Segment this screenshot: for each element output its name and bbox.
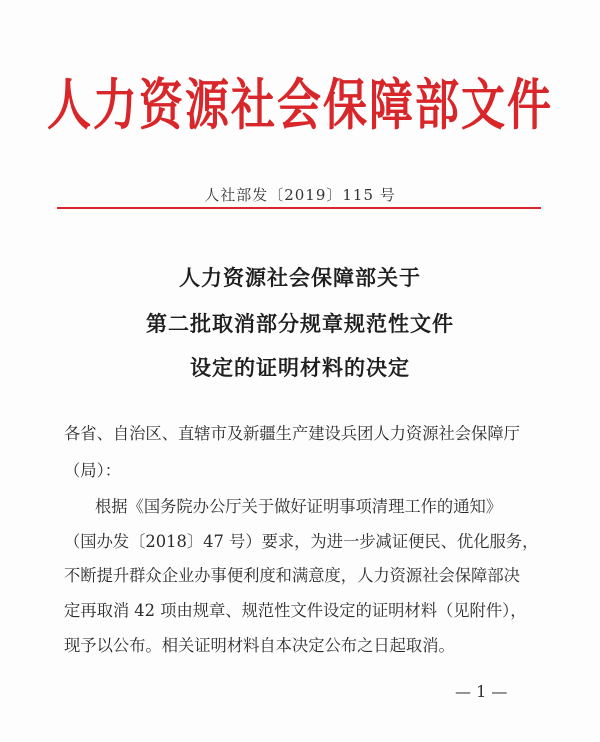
body-text-line: 现予以公布。相关证明材料自本决定公布之日起取消。 <box>64 636 455 655</box>
body-text-line: 根据《国务院办公厅关于做好证明事项清理工作的通知》 <box>95 497 503 516</box>
addressee-line-end: （局）： <box>64 461 121 480</box>
red-separator-rule <box>57 207 541 209</box>
body-text-line: （国办发〔2018〕47 号）要求，为进一步减证便民、优化服务， <box>64 532 539 551</box>
document-title-line-1: 人力资源社会保障部关于 <box>179 266 421 290</box>
body-text-line: 不断提升群众企业办事便利度和满意度，人力资源社会保障部决 <box>64 566 520 585</box>
document-title-line-2: 第二批取消部分规章规范性文件 <box>146 312 454 336</box>
document-title-line-3: 设定的证明材料的决定 <box>190 356 410 380</box>
document-number: 人社部发〔2019〕115 号 <box>204 186 396 204</box>
body-text-line: 定再取消 42 项由规章、规范性文件设定的证明材料（见附件）， <box>64 601 527 620</box>
page-number: — 1 — <box>455 682 508 701</box>
addressee-line: 各省、自治区、直辖市及新疆生产建设兵团人力资源社会保障厅 <box>64 424 520 443</box>
document-masthead: 人力资源社会保障部文件 <box>47 73 553 138</box>
